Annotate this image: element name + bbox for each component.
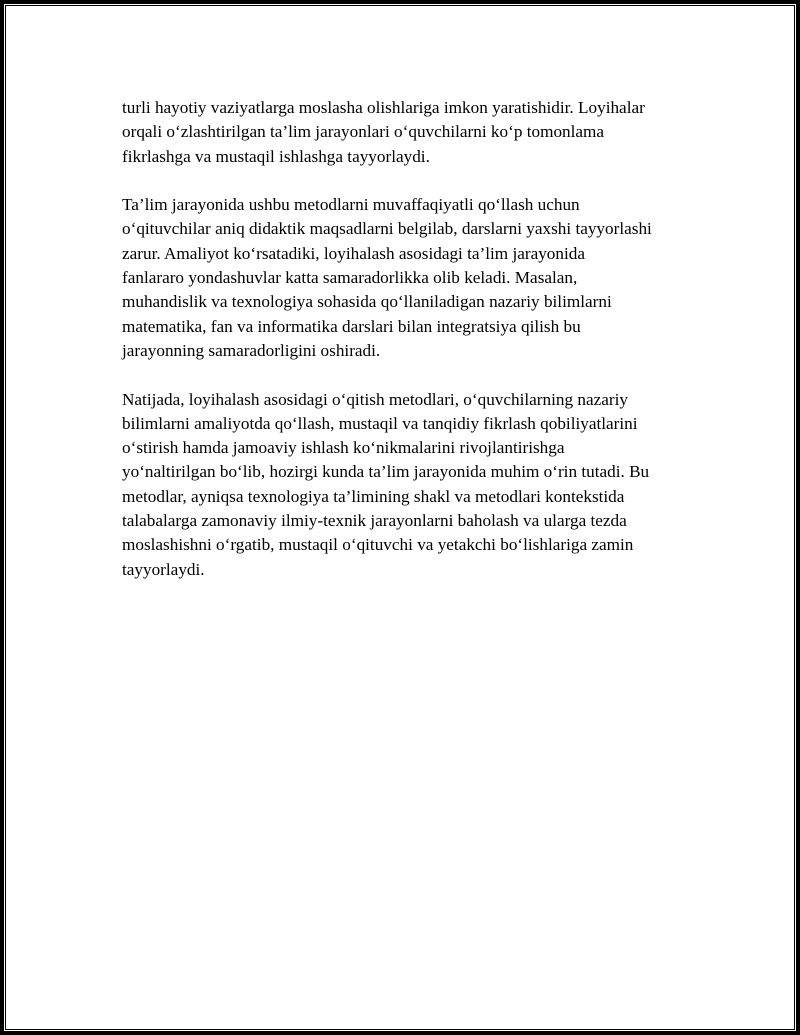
paragraph-2 xyxy=(122,193,702,363)
text-line: orqali o‘zlashtirilgan ta’lim jarayonlari o‘quvchilarni ko‘p tomonlama xyxy=(122,122,605,142)
text-line: muhandislik va texnologiya sohasida qo‘llaniladigan nazariy bilimlarni xyxy=(122,292,612,312)
paragraph-1 xyxy=(122,96,702,169)
text-line: o‘qituvchilar aniq didaktik maqsadlarni belgilab, darslarni yaxshi tayyorlashi xyxy=(122,219,652,239)
text-line: bilimlarni amaliyotda qo‘llash, mustaqil va tanqidiy fikrlash qobiliyatlarini xyxy=(122,413,638,433)
text-line: turli hayotiy vaziyatlarga moslasha olishlariga imkon yaratishidir. Loyihalar xyxy=(122,98,645,117)
text-line: o‘stirish hamda jamoaviy ishlash ko‘nikmalarini rivojlantirishga xyxy=(122,438,565,458)
text-line: zarur. Amaliyot ko‘rsatadiki, loyihalash asosidagi ta’lim jarayonida xyxy=(122,243,585,263)
paragraph-3 xyxy=(122,388,702,582)
text-line: Natijada, loyihalash asosidagi o‘qitish metodlari, o‘quvchilarning nazariy xyxy=(122,389,628,409)
text-line: fanlararo yondashuvlar katta samaradorlikka olib keladi. Masalan, xyxy=(122,268,578,288)
text-line: talabalarga zamonaviy ilmiy-texnik jarayonlarni baholash va ularga tezda xyxy=(122,511,627,531)
text-line: jarayonning samaradorligini oshiradi. xyxy=(122,340,381,360)
text-line: moslashishni o‘rgatib, mustaqil o‘qituvchi va yetakchi bo‘lishlariga zamin xyxy=(122,535,634,555)
text-line: fikrlashga va mustaqil ishlashga tayyorlaydi. xyxy=(122,146,430,166)
text-line: Ta’lim jarayonida ushbu metodlarni muvaffaqiyatli qo‘llash uchun xyxy=(122,195,580,215)
text-line: matematika, fan va informatika darslari bilan integratsiya qilish bu xyxy=(122,316,581,336)
document-body xyxy=(122,96,702,606)
text-line: yo‘naltirilgan bo‘lib, hozirgi kunda ta’lim jarayonida muhim o‘rin tutadi. Bu xyxy=(122,462,650,482)
text-line: metodlar, ayniqsa texnologiya ta’limining shakl va metodlari kontekstida xyxy=(122,486,625,506)
text-line: tayyorlaydi. xyxy=(122,559,205,579)
